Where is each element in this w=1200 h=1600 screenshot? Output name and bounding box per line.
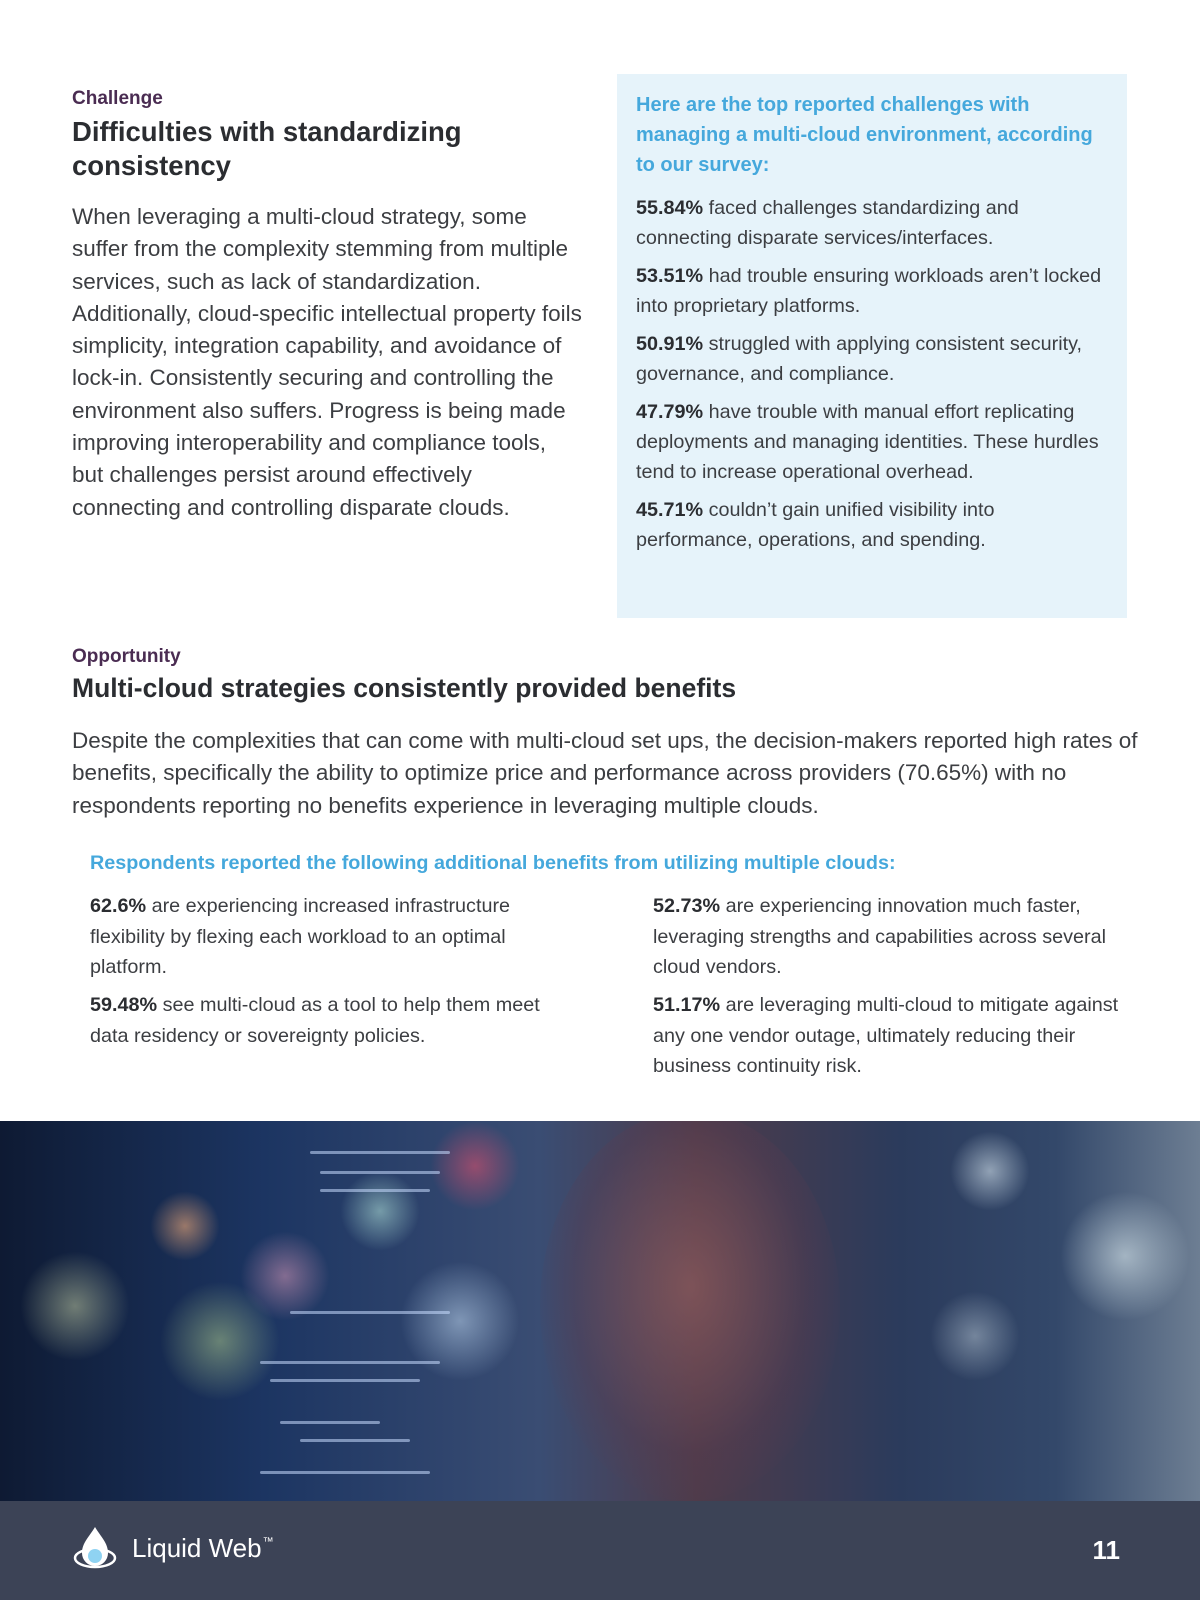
- benefit-value: 59.48%: [90, 994, 158, 1016]
- stat-value: 45.71%: [636, 499, 704, 521]
- challenges-stats-box: [617, 74, 1127, 618]
- code-line: [260, 1361, 440, 1364]
- challenge-title: Difficulties with standardizing consistency: [72, 116, 462, 181]
- stat-text: have trouble with manual effort replicating deployments and managing identities. These hurdles tend to increase operational overhead.: [636, 401, 1099, 483]
- benefit-item: [90, 990, 560, 1051]
- stat-item: [636, 495, 1109, 555]
- face-silhouette: [540, 1121, 840, 1501]
- stat-text: struggled with applying consistent security, governance, and compliance.: [636, 333, 1083, 385]
- code-line: [310, 1151, 450, 1154]
- stat-item: [636, 397, 1109, 487]
- code-line: [280, 1421, 380, 1424]
- challenge-body: When leveraging a multi-cloud strategy, some suffer from the complexity stemming from multiple services, such as lack of standardization. Additionally, cloud-specific intellectual property foils simplicity, integration capability, and avoidance of lock-in. Consistently securing and controlling the environment also suffers. Progress is being made improving interoperability and compliance tools, but challenges persist around effectively connecting and controlling disparate clouds.: [72, 204, 582, 520]
- code-line: [260, 1471, 430, 1474]
- stats-box-heading: Here are the top reported challenges with managing a multi-cloud environment, according to our survey:: [636, 94, 1093, 176]
- stat-value: 55.84%: [636, 197, 704, 219]
- benefit-value: 51.17%: [653, 994, 721, 1016]
- bokeh-light: [1060, 1191, 1190, 1321]
- benefit-value: 62.6%: [90, 895, 147, 917]
- trademark-symbol: ™: [262, 1536, 274, 1548]
- benefit-item: [653, 891, 1123, 983]
- bokeh-light: [930, 1291, 1020, 1381]
- code-line: [270, 1379, 420, 1382]
- benefit-text: are leveraging multi-cloud to mitigate against any one vendor outage, ultimately reducing their business continuity risk.: [653, 994, 1119, 1077]
- stat-item: [636, 329, 1109, 389]
- stat-item: [636, 193, 1109, 253]
- bokeh-light: [430, 1121, 520, 1211]
- opportunity-eyebrow: Opportunity: [72, 646, 181, 667]
- stat-text: faced challenges standardizing and connecting disparate services/interfaces.: [636, 197, 1019, 249]
- stat-item: [636, 261, 1109, 321]
- footer: [0, 1501, 1200, 1600]
- hero-photo: [0, 1121, 1200, 1501]
- page-number: 11: [1092, 1535, 1120, 1565]
- benefit-item: [653, 990, 1123, 1082]
- bokeh-light: [160, 1281, 280, 1401]
- opportunity-title: Multi-cloud strategies consistently provided benefits: [72, 673, 737, 703]
- opportunity-body: Despite the complexities that can come with multi-cloud set ups, the decision-makers reported high rates of benefits, specifically the ability to optimize price and performance across providers (70.65%) with no respondents reporting no benefits experience in leveraging multiple clouds.: [72, 728, 1138, 818]
- bokeh-light: [950, 1131, 1030, 1211]
- benefit-item: [90, 891, 560, 983]
- brand-name: [132, 1533, 274, 1564]
- benefit-text: see multi-cloud as a tool to help them meet data residency or sovereignty policies.: [90, 994, 540, 1047]
- code-line: [300, 1439, 410, 1442]
- stat-value: 50.91%: [636, 333, 704, 355]
- stat-value: 47.79%: [636, 401, 704, 423]
- bokeh-light: [150, 1191, 220, 1261]
- benefit-value: 52.73%: [653, 895, 721, 917]
- stat-value: 53.51%: [636, 265, 704, 287]
- brand-text: Liquid Web: [132, 1533, 262, 1563]
- benefits-heading: Respondents reported the following additional benefits from utilizing multiple clouds:: [90, 852, 896, 874]
- stat-text: couldn’t gain unified visibility into performance, operations, and spending.: [636, 499, 995, 551]
- liquid-web-logo-icon: [72, 1525, 118, 1575]
- code-line: [320, 1189, 430, 1192]
- benefit-text: are experiencing innovation much faster, leveraging strengths and capabilities across several cloud vendors.: [653, 895, 1107, 978]
- benefit-text: are experiencing increased infrastructure flexibility by flexing each workload to an optimal platform.: [90, 895, 511, 978]
- code-line: [290, 1311, 450, 1314]
- bokeh-light: [20, 1251, 130, 1361]
- stat-text: had trouble ensuring workloads aren’t locked into proprietary platforms.: [636, 265, 1102, 317]
- bokeh-light: [340, 1171, 420, 1251]
- challenge-eyebrow: Challenge: [72, 88, 163, 109]
- code-line: [320, 1171, 440, 1174]
